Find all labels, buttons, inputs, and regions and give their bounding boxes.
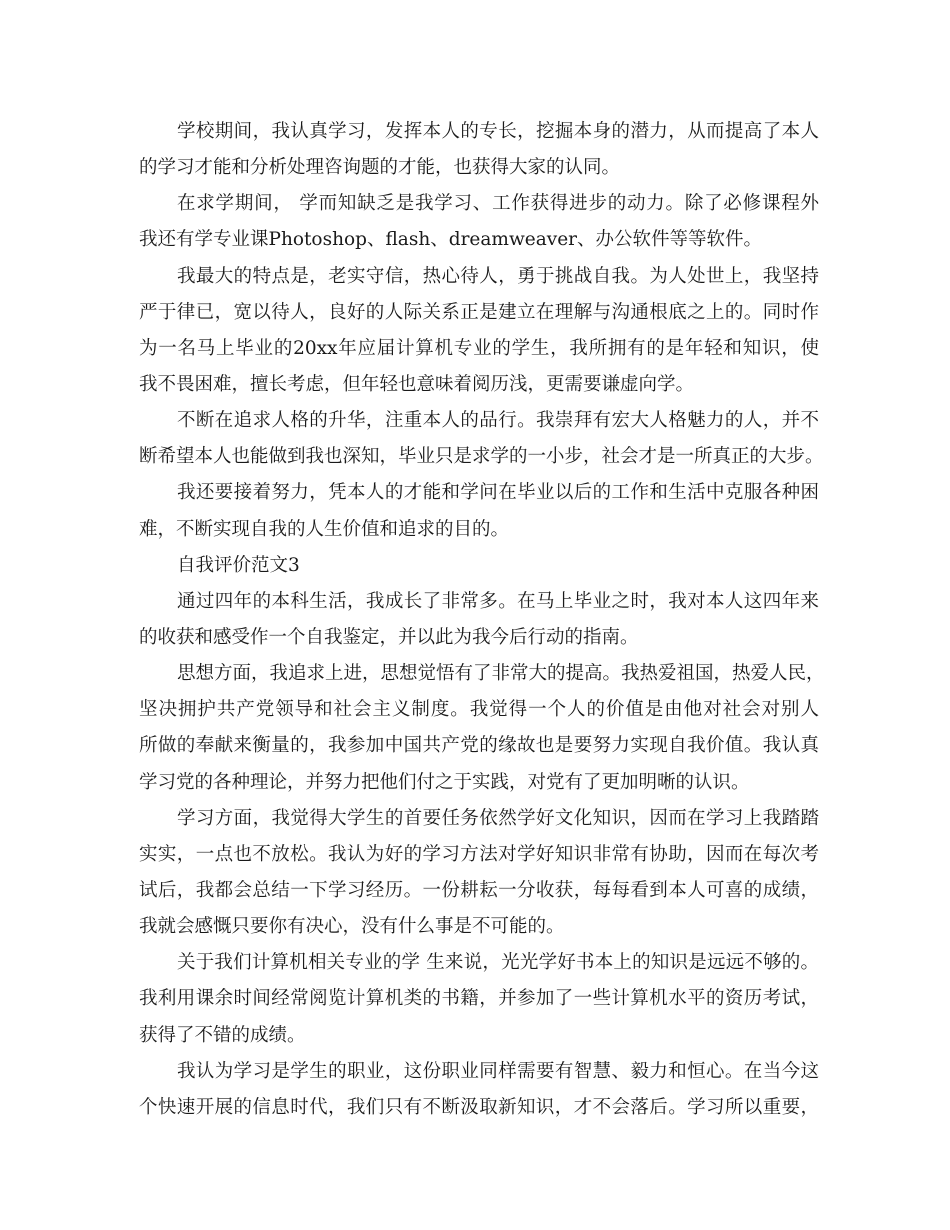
text-line: 在求学期间， 学而知缺乏是我学习、工作获得进步的动力。除了必修课程外	[177, 193, 819, 215]
text-line: 严于律已，宽以待人，良好的人际关系正是建立在理解与沟通根底之上的。同时作	[139, 301, 819, 323]
text-line: 所做的奉献来衡量的，我参加中国共产党的缘故也是要努力实现自我价值。我认真	[139, 735, 819, 757]
text-line: 试后，我都会总结一下学习经历。一份耕耘一分收获，每每看到本人可喜的成绩，	[139, 879, 819, 901]
text-line: 我不畏困难，擅长考虑，但年轻也意味着阅历浅，更需要谦虚向学。	[139, 373, 695, 395]
text-line: 为一名马上毕业的20xx年应届计算机专业的学生，我所拥有的是年轻和知识，使	[139, 337, 819, 359]
text-line: 我最大的特点是，老实守信，热心待人，勇于挑战自我。为人处世上，我坚持	[177, 265, 819, 287]
text-line: 关于我们计算机相关专业的学 生来说，光光学好书本上的知识是远远不够的。	[177, 952, 819, 974]
text-line: 我利用课余时间经常阅览计算机类的书籍，并参加了一些计算机水平的资历考试，	[139, 988, 819, 1010]
text-line: 我还有学专业课Photoshop、flash、dreamweaver、办公软件等等软件。	[139, 229, 763, 251]
text-line: 实实，一点也不放松。我认为好的学习方法对学好知识非常有协助，因而在每次考	[139, 843, 819, 865]
document-body	[139, 114, 825, 1126]
text-line: 学习方面，我觉得大学生的首要任务依然学好文化知识，因而在学习上我踏踏	[177, 807, 819, 829]
text-line: 断希望本人也能做到我也深知，毕业只是求学的一小步，社会才是一所真正的大步。	[139, 446, 824, 468]
text-line: 我就会感慨只要你有决心，没有什么事是不可能的。	[139, 916, 565, 938]
text-line: 的收获和感受作一个自我鉴定，并以此为我今后行动的指南。	[139, 626, 639, 648]
text-line: 我认为学习是学生的职业，这份职业同样需要有智慧、毅力和恒心。在当今这	[177, 1060, 819, 1082]
section-heading: 自我评价范文3	[177, 554, 300, 576]
text-line: 坚决拥护共产党领导和社会主义制度。我觉得一个人的价值是由他对社会对别人	[139, 699, 819, 721]
text-line: 不断在追求人格的升华，注重本人的品行。我崇拜有宏大人格魅力的人，并不	[177, 410, 819, 432]
text-line: 通过四年的本科生活，我成长了非常多。在马上毕业之时，我对本人这四年来	[177, 590, 819, 612]
text-line: 获得了不错的成绩。	[139, 1024, 306, 1046]
text-line: 难，不断实现自我的人生价值和追求的目的。	[139, 518, 510, 540]
text-line: 学习党的各种理论，并努力把他们付之于实践，对党有了更加明晰的认识。	[139, 771, 750, 793]
text-line: 我还要接着努力，凭本人的才能和学问在毕业以后的工作和生活中克服各种困	[177, 482, 819, 504]
text-line: 个快速开展的信息时代，我们只有不断汲取新知识，才不会落后。学习所以重要，	[139, 1096, 819, 1118]
text-line: 的学习才能和分析处理咨询题的才能，也获得大家的认同。	[139, 157, 621, 179]
text-line: 思想方面，我追求上进，思想觉悟有了非常大的提高。我热爱祖国，热爱人民，	[177, 663, 825, 685]
text-line: 学校期间，我认真学习，发挥本人的专长，挖掘本身的潜力，从而提高了本人	[177, 121, 819, 142]
